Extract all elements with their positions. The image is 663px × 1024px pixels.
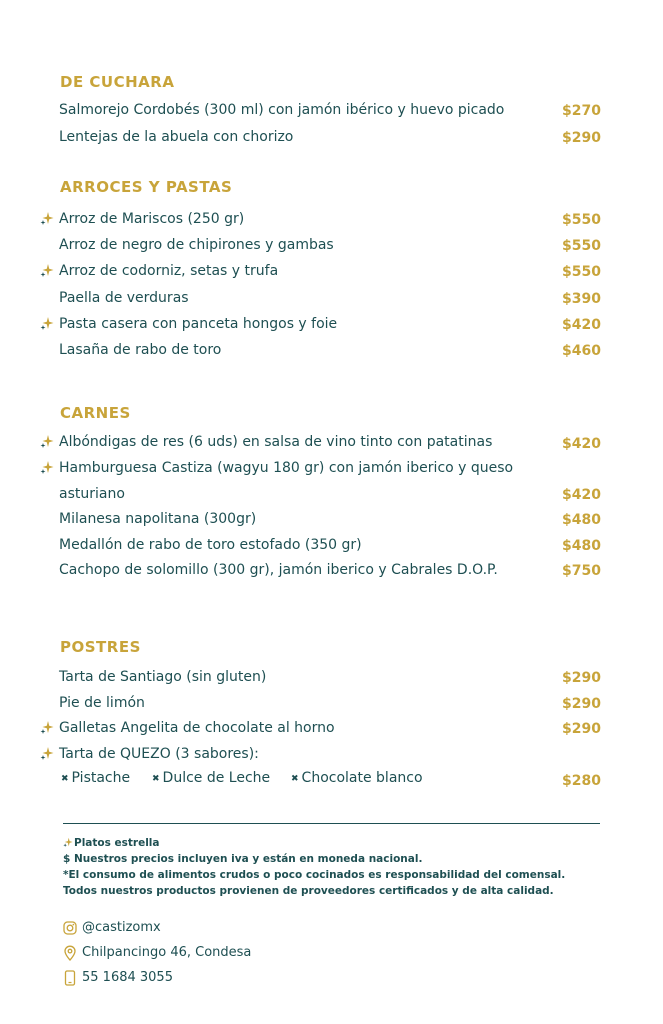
menu-item xyxy=(59,260,601,284)
address-text: Chilpancingo 46, Condesa xyxy=(82,945,252,960)
section-title-arroces-y-pastas: ARROCES Y PASTAS xyxy=(60,178,233,196)
menu-item xyxy=(59,717,601,741)
item-price: $390 xyxy=(562,291,601,307)
item-price: $480 xyxy=(562,512,601,528)
menu-item xyxy=(59,339,601,363)
item-name: Salmorejo Cordobés (300 ml) con jamón ibérico y huevo picado xyxy=(59,102,505,118)
item-name: Pasta casera con panceta hongos y foie xyxy=(59,316,338,332)
menu-item xyxy=(59,743,601,767)
sparkle-icon xyxy=(40,211,54,225)
menu-item xyxy=(59,508,601,532)
section-title-carnes: CARNES xyxy=(60,404,131,422)
sparkle-icon xyxy=(40,434,54,448)
menu-item xyxy=(59,666,601,690)
item-price: $290 xyxy=(562,721,601,737)
item-price: $290 xyxy=(562,670,601,686)
sparkle-icon xyxy=(40,720,54,734)
section-title-de-cuchara: DE CUCHARA xyxy=(60,73,175,91)
item-name: Milanesa napolitana (300gr) xyxy=(59,511,257,527)
item-price: $550 xyxy=(562,264,601,280)
variants-price-row xyxy=(59,769,601,793)
item-name: Albóndigas de res (6 uds) en salsa de vino tinto con patatinas xyxy=(59,434,493,450)
instagram-icon xyxy=(63,920,77,936)
sparkle-icon xyxy=(40,746,54,760)
sparkle-icon xyxy=(40,263,54,277)
menu-item xyxy=(59,126,601,150)
phone-icon xyxy=(63,970,77,986)
phone-number: 55 1684 3055 xyxy=(82,970,173,985)
note-suppliers: Todos nuestros productos provienen de proveedores certificados y de alta calidad. xyxy=(63,885,554,897)
menu-item xyxy=(59,99,601,123)
note-prices: $ Nuestros precios incluyen iva y están en moneda nacional. xyxy=(63,853,423,865)
item-name: Tarta de Santiago (sin gluten) xyxy=(59,669,267,685)
variant-label: Chocolate blanco xyxy=(301,770,423,786)
item-price: $290 xyxy=(562,696,601,712)
item-price: $550 xyxy=(562,238,601,254)
menu-item xyxy=(59,208,601,232)
note-text: Platos estrella xyxy=(74,837,160,849)
item-price: $420 xyxy=(562,317,601,333)
menu-item xyxy=(59,692,601,716)
divider xyxy=(63,823,600,824)
item-name: Tarta de QUEZO (3 sabores): xyxy=(59,746,259,762)
item-name: Cachopo de solomillo (300 gr), jamón iberico y Cabrales D.O.P. xyxy=(59,562,498,578)
item-name: Arroz de codorniz, setas y trufa xyxy=(59,263,279,279)
note-raw-food: *El consumo de alimentos crudos o poco cocinados es responsabilidad del comensal. xyxy=(63,869,566,881)
variant-label: Dulce de Leche xyxy=(162,770,271,786)
item-name: Lasaña de rabo de toro xyxy=(59,342,222,358)
item-name: Paella de verduras xyxy=(59,290,189,306)
item-price: $290 xyxy=(562,130,601,146)
menu-item xyxy=(59,313,601,337)
cross-icon: ✖ xyxy=(61,774,69,784)
item-name: Arroz de negro de chipirones y gambas xyxy=(59,237,334,253)
menu-item xyxy=(59,559,601,583)
sparkle-icon xyxy=(40,316,54,330)
menu-item xyxy=(59,457,601,505)
menu-item xyxy=(59,431,601,455)
item-name: Arroz de Mariscos (250 gr) xyxy=(59,211,245,227)
section-title-postres: POSTRES xyxy=(60,638,141,656)
item-price: $270 xyxy=(562,103,601,119)
variant-label: Pistache xyxy=(71,770,131,786)
item-name: Lentejas de la abuela con chorizo xyxy=(59,129,294,145)
menu-item xyxy=(59,234,601,258)
sparkle-icon xyxy=(63,837,73,847)
item-name: Galletas Angelita de chocolate al horno xyxy=(59,720,335,736)
item-price: $460 xyxy=(562,343,601,359)
item-price: $280 xyxy=(562,773,601,789)
item-price: $420 xyxy=(562,436,601,452)
menu-item xyxy=(59,287,601,311)
item-name: Pie de limón xyxy=(59,695,145,711)
location-pin-icon xyxy=(63,945,77,961)
item-name-continued: asturiano xyxy=(59,486,125,502)
item-price: $480 xyxy=(562,538,601,554)
menu-item xyxy=(59,534,601,558)
instagram-handle: @castizomx xyxy=(82,920,161,935)
cross-icon: ✖ xyxy=(152,774,160,784)
sparkle-icon xyxy=(40,460,54,474)
item-price: $550 xyxy=(562,212,601,228)
item-name: Hamburguesa Castiza (wagyu 180 gr) con jamón iberico y queso xyxy=(59,460,514,476)
item-name: Medallón de rabo de toro estofado (350 gr) xyxy=(59,537,362,553)
item-price: $750 xyxy=(562,563,601,579)
item-price: $420 xyxy=(562,487,601,503)
cross-icon: ✖ xyxy=(291,774,299,784)
